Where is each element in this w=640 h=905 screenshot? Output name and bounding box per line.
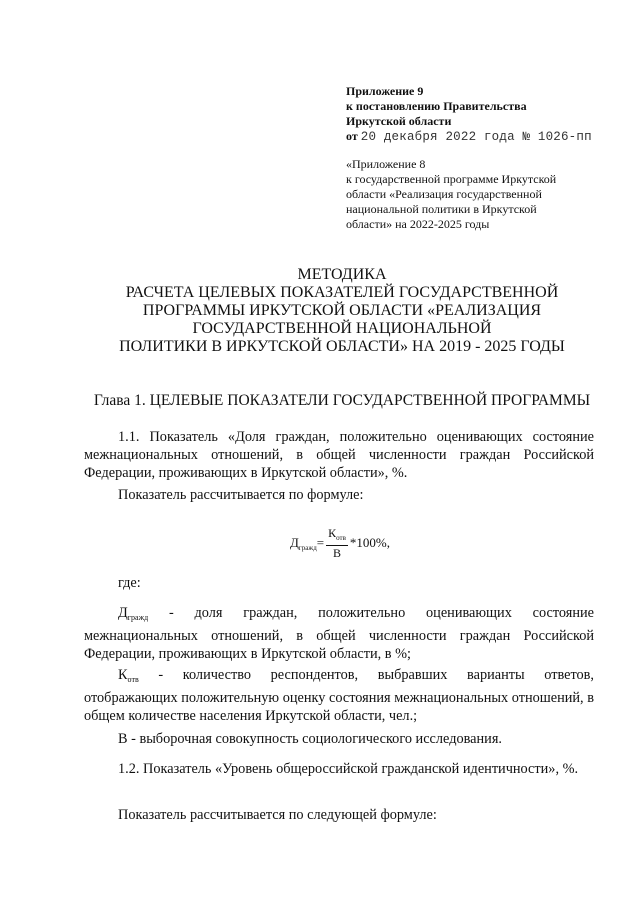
definition-k: $К_{отв}$ - количество респондентов, выбравших варианты ответов, отображающих положительную оценку состояния межнациональных отношений, в общем количестве населения Иркутской области, чел.; bbox=[84, 667, 594, 724]
title-line: ПРОГРАММЫ ИРКУТСКОЙ ОБЛАСТИ «РЕАЛИЗАЦИЯ bbox=[142, 302, 542, 319]
title-line: ПОЛИТИКИ В ИРКУТСКОЙ ОБЛАСТИ» НА 2019 - 2025 ГОДЫ bbox=[119, 338, 565, 355]
formula-multiplier: *100%, bbox=[349, 535, 390, 550]
sub-appendix-line: «Приложение 8 bbox=[346, 157, 426, 171]
definition-b: В - выборочная совокупность социологического исследования. bbox=[118, 731, 502, 747]
formula bbox=[290, 526, 390, 560]
sub-appendix bbox=[346, 157, 626, 232]
definition-d: $Д_{гражд}$ - доля граждан, положительно оценивающих состояние межнациональных отношений, в общей численности граждан Российской Федерации, проживающих в Иркутской области, в %; bbox=[84, 605, 594, 662]
appendix-date-line bbox=[346, 129, 626, 145]
appendix-number: Приложение 9 bbox=[346, 84, 424, 98]
date-prefix: от bbox=[346, 129, 358, 143]
where-label: где: bbox=[118, 575, 141, 591]
document-title bbox=[80, 266, 604, 356]
formula-fraction bbox=[326, 526, 348, 560]
chapter-heading: Глава 1. ЦЕЛЕВЫЕ ПОКАЗАТЕЛИ ГОСУДАРСТВЕННОЙ ПРОГРАММЫ bbox=[93, 392, 591, 409]
title-line: РАСЧЕТА ЦЕЛЕВЫХ ПОКАЗАТЕЛЕЙ ГОСУДАРСТВЕННОЙ bbox=[125, 284, 559, 301]
formula-intro: Показатель рассчитывается по формуле: bbox=[118, 487, 364, 503]
paragraph-1-1: 1.1. Показатель «Доля граждан, положительно оценивающих состояние межнациональных отношений, в общей численности граждан Российской Федерации, проживающих в Иркутской области», %. bbox=[84, 429, 594, 481]
appendix-header bbox=[346, 84, 626, 232]
sub-appendix-line: области» на 2022-2025 годы bbox=[346, 217, 490, 231]
title-line: ГОСУДАРСТВЕННОЙ НАЦИОНАЛЬНОЙ bbox=[192, 320, 492, 337]
title-line: МЕТОДИКА bbox=[297, 266, 387, 283]
sub-appendix-line: национальной политики в Иркутской bbox=[346, 202, 537, 216]
sub-appendix-line: к государственной программе Иркутской bbox=[346, 172, 557, 186]
formula-numerator: $К_{отв}$ bbox=[326, 526, 348, 546]
formula-denominator: В bbox=[333, 546, 342, 560]
sub-appendix-line: области «Реализация государственной bbox=[346, 187, 542, 201]
formula-lhs: $Д_{гражд}$ bbox=[290, 534, 317, 552]
appendix-region: Иркутской области bbox=[346, 114, 452, 128]
appendix-decree: к постановлению Правительства bbox=[346, 99, 527, 113]
formula-intro-2: Показатель рассчитывается по следующей формуле: bbox=[118, 807, 437, 823]
date-stamp: 20 декабря 2022 года № 1026-пп bbox=[360, 130, 592, 144]
formula-equals: = bbox=[316, 535, 325, 550]
paragraph-1-2: 1.2. Показатель «Уровень общероссийской гражданской идентичности», %. bbox=[118, 761, 579, 777]
